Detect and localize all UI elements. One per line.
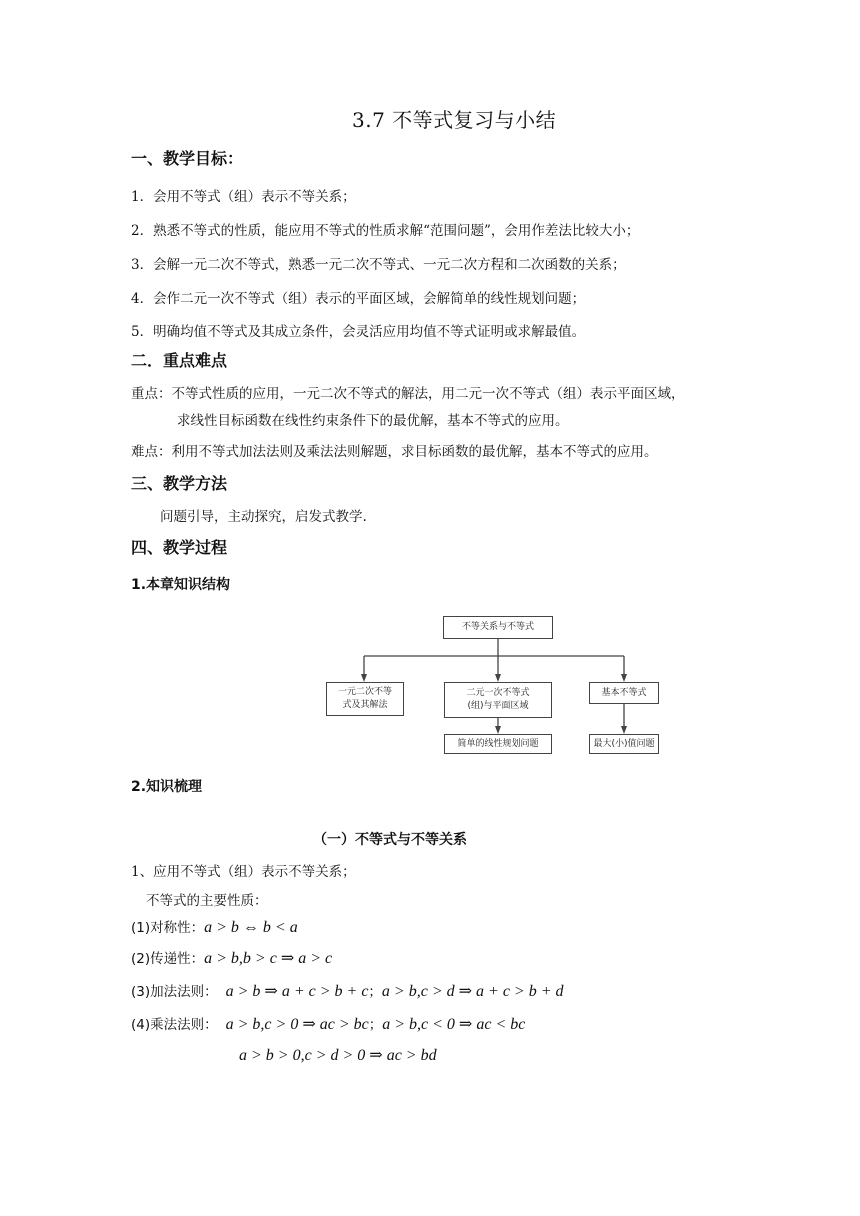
objective-item-4: 4．会作二元一次不等式（组）表示的平面区域，会解简单的线性规划问题； — [131, 291, 586, 307]
property-multiplication-positive — [239, 1045, 437, 1065]
diagram-node-linear-programming: 简单的线性规划问题 — [444, 734, 552, 754]
formula: a > b,c < 0 ⇒ ac < bc — [382, 1016, 526, 1033]
separator: ； — [368, 1017, 383, 1033]
formula: a > b,c > d ⇒ a + c > b + d — [381, 983, 564, 1000]
objective-item-1: 1．会用不等式（组）表示不等关系； — [131, 189, 356, 205]
property-multiplication — [131, 1013, 525, 1034]
property-symmetry — [131, 916, 298, 937]
property-transitivity — [131, 947, 332, 968]
section-heading-key-points: 二．重点难点 — [131, 351, 228, 370]
formula: a > b,b > c ⇒ a > c — [204, 950, 333, 967]
property-label: (4)乘法法则： — [131, 1017, 218, 1033]
properties-intro: 不等式的主要性质： — [146, 893, 268, 909]
page-title: 3.7 不等式复习与小结 — [352, 108, 557, 132]
objective-item-2: 2．熟悉不等式的性质，能应用不等式的性质求解“范围问题”，会用作差法比较大小； — [131, 223, 640, 239]
section-heading-method: 三、教学方法 — [131, 474, 228, 493]
diagram-node-linear-region: 二元一次不等式 (组)与平面区域 — [444, 682, 552, 718]
subheading-knowledge-review: 2.知识梳理 — [131, 779, 203, 795]
diagram-node-basic: 基本不等式 — [589, 682, 659, 704]
separator: ； — [368, 984, 382, 1000]
key-points-line-1: 重点：不等式性质的应用，一元二次不等式的解法，用二元一次不等式（组）表示平面区域， — [131, 386, 685, 402]
subheading-knowledge-structure: 1.本章知识结构 — [131, 577, 231, 593]
property-label: (1)对称性： — [131, 920, 205, 936]
part-title: （一）不等式与不等关系 — [313, 832, 467, 848]
diagram-node-top: 不等关系与不等式 — [443, 616, 553, 639]
section-heading-process: 四、教学过程 — [131, 538, 228, 557]
formula: a > b > 0,c > d > 0 ⇒ ac > bd — [239, 1047, 437, 1064]
diagram-node-quadratic: 一元二次不等 式及其解法 — [326, 682, 404, 716]
key-points-line-2: 求线性目标函数在线性约束条件下的最优解，基本不等式的应用。 — [177, 413, 569, 429]
formula: a > b ⇒ a + c > b + c — [225, 983, 369, 1000]
section-heading-objectives: 一、教学目标： — [131, 149, 244, 168]
teaching-method: 问题引导，主动探究，启发式教学. — [160, 509, 367, 525]
item-1: 1、应用不等式（组）表示不等关系； — [131, 864, 356, 880]
difficult-points: 难点：利用不等式加法法则及乘法法则解题，求目标函数的最优解，基本不等式的应用。 — [131, 444, 658, 460]
property-addition — [131, 980, 564, 1001]
property-label: (2)传递性： — [131, 951, 205, 967]
diagram-node-extremum: 最大(小)值问题 — [589, 734, 659, 754]
formula: a > b ⇔ b < a — [204, 919, 298, 936]
objective-item-3: 3．会解一元二次不等式，熟悉一元二次不等式、一元二次方程和二次函数的关系； — [131, 257, 626, 273]
formula: a > b,c > 0 ⇒ ac > bc — [225, 1016, 369, 1033]
objective-item-5: 5．明确均值不等式及其成立条件，会灵活应用均值不等式证明或求解最值。 — [131, 324, 586, 340]
property-label: (3)加法法则： — [131, 984, 218, 1000]
